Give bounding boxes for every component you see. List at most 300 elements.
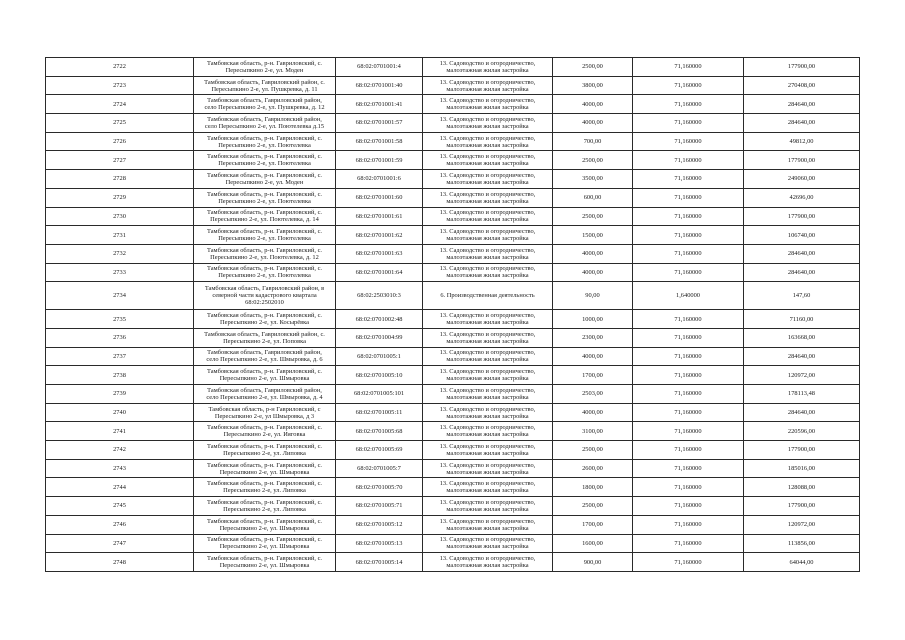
land-use-line: малоэтажная жилая застройка: [446, 216, 529, 224]
table-row: [46, 366, 860, 385]
land-use-line: 13. Садоводство и огородничество,: [439, 97, 536, 105]
land-use-line: малоэтажная жилая застройка: [446, 160, 529, 168]
address-line: Тамбовская область, р-н. Гавриловский, с.: [206, 442, 323, 450]
specific-value-cell: 71,160000: [633, 422, 744, 441]
land-use-line: 13. Садоводство и огородничество,: [439, 442, 536, 450]
area-cell: 3800,00: [553, 76, 633, 95]
land-use-cell: [423, 244, 553, 263]
specific-value-cell: 71,160000: [633, 310, 744, 329]
address-line: Тамбовская область, р-н. Гавриловский, с.: [206, 312, 323, 320]
land-use-line: малоэтажная жилая застройка: [446, 272, 529, 280]
cadastral-value-cell: 177900,00: [744, 58, 860, 77]
land-use-line: 13. Садоводство и огородничество,: [439, 555, 536, 563]
land-use-cell: [423, 282, 553, 310]
area-cell: 600,00: [553, 188, 633, 207]
specific-value-cell: 71,160000: [633, 385, 744, 404]
cadastral-number-cell: 68:02:0701001:57: [336, 114, 423, 133]
cadastral-number-cell: 68:02:0701001:64: [336, 263, 423, 282]
land-use-line: малоэтажная жилая застройка: [446, 141, 529, 149]
address-line: Тамбовская область, р-н. Гавриловский, с.: [206, 480, 323, 488]
address-line: Тамбовская область, Гавриловский район,: [207, 349, 322, 357]
specific-value-cell: 71,160000: [633, 95, 744, 114]
specific-value-cell: 1,640000: [633, 282, 744, 310]
address-line: село Пересыпкино 2-е, ул. Шмыровка, д. 6: [206, 356, 323, 364]
address-line: Пересыпкино 2-е, ул. Поютелевка: [218, 272, 311, 280]
address-line: Пересыпкино 2-е, ул. Моден: [225, 66, 304, 74]
table-row: [46, 347, 860, 366]
address-line: Тамбовская область, р-н. Гавриловский, с.: [206, 171, 323, 179]
specific-value-cell: 71,160000: [633, 553, 744, 572]
cadastral-value-cell: 42696,00: [744, 188, 860, 207]
specific-value-cell: 71,160000: [633, 403, 744, 422]
cadastral-value-cell: 120972,00: [744, 515, 860, 534]
land-use-line: 13. Садоводство и огородничество,: [439, 536, 536, 544]
land-use-cell: [423, 459, 553, 478]
land-use-line: 13. Садоводство и огородничество,: [439, 190, 536, 198]
address-line: Тамбовская область, р-н. Гавриловский, с.: [206, 134, 323, 142]
table-row: [46, 459, 860, 478]
land-use-cell: [423, 422, 553, 441]
area-cell: 2503,00: [553, 385, 633, 404]
table-row: [46, 553, 860, 572]
land-use-line: 13. Садоводство и огородничество,: [439, 480, 536, 488]
land-use-line: 13. Садоводство и огородничество,: [439, 228, 536, 236]
land-use-cell: [423, 207, 553, 226]
land-use-cell: [423, 385, 553, 404]
cadastral-number-cell: 68:02:0701001:41: [336, 95, 423, 114]
table-row: [46, 328, 860, 347]
area-cell: 2500,00: [553, 58, 633, 77]
cadastral-value-cell: 177900,00: [744, 497, 860, 516]
land-use-line: 13. Садоводство и огородничество,: [439, 330, 536, 338]
cadastral-number-cell: 68:02:0701001:60: [336, 188, 423, 207]
land-use-line: малоэтажная жилая застройка: [446, 85, 529, 93]
address-line: Тамбовская область, р-н. Гавриловский, с.: [206, 517, 323, 525]
area-cell: 2500,00: [553, 151, 633, 170]
cadastral-value-cell: 71160,00: [744, 310, 860, 329]
address-cell: [194, 534, 336, 553]
land-use-line: 13. Садоводство и огородничество,: [439, 134, 536, 142]
land-use-cell: [423, 553, 553, 572]
land-use-line: малоэтажная жилая застройка: [446, 449, 529, 457]
land-use-cell: [423, 226, 553, 245]
cadastral-value-cell: 284640,00: [744, 263, 860, 282]
cadastral-number-cell: 68:02:0701005:71: [336, 497, 423, 516]
address-cell: [194, 76, 336, 95]
row-number-cell: 2746: [46, 515, 194, 534]
address-line: село Пересыпкино 2-е, ул. Пушкревка, д. 12: [204, 104, 325, 112]
land-use-cell: [423, 132, 553, 151]
land-use-line: малоэтажная жилая застройка: [446, 431, 529, 439]
area-cell: 2500,00: [553, 441, 633, 460]
table-row: [46, 76, 860, 95]
specific-value-cell: 71,160000: [633, 226, 744, 245]
address-line: Пересыпкино 2-е, ул. Липовка: [223, 487, 306, 495]
address-cell: [194, 328, 336, 347]
specific-value-cell: 71,160000: [633, 244, 744, 263]
land-use-cell: [423, 478, 553, 497]
address-line: Тамбовская область, р-н. Гавриловский, с.: [206, 555, 323, 563]
land-use-line: 13. Садоводство и огородничество,: [439, 59, 536, 67]
row-number-cell: 2729: [46, 188, 194, 207]
land-use-line: малоэтажная жилая застройка: [446, 356, 529, 364]
address-line: Пересыпкино 2-е, ул. Поютелевка: [218, 141, 311, 149]
specific-value-cell: 71,160000: [633, 114, 744, 133]
row-number-cell: 2743: [46, 459, 194, 478]
address-line: Пересыпкино 2-е, ул. Липовка: [223, 505, 306, 513]
address-cell: [194, 58, 336, 77]
row-number-cell: 2745: [46, 497, 194, 516]
address-line: Тамбовская область, Гавриловский район, с.: [204, 78, 325, 86]
area-cell: 2600,00: [553, 459, 633, 478]
land-use-line: 13. Садоводство и огородничество,: [439, 115, 536, 123]
address-line: северной части кадастрового квартала: [212, 292, 317, 300]
land-use-line: малоэтажная жилая застройка: [446, 412, 529, 420]
land-use-line: малоэтажная жилая застройка: [446, 505, 529, 513]
specific-value-cell: 71,160000: [633, 366, 744, 385]
specific-value-cell: 71,160000: [633, 459, 744, 478]
address-line: Пересыпкино 2-е, ул. Шмыровка: [219, 543, 310, 551]
row-number-cell: 2737: [46, 347, 194, 366]
cadastral-value-cell: 49812,00: [744, 132, 860, 151]
row-number-cell: 2735: [46, 310, 194, 329]
address-cell: [194, 114, 336, 133]
specific-value-cell: 71,160000: [633, 263, 744, 282]
table-row: [46, 422, 860, 441]
address-cell: [194, 282, 336, 310]
cadastral-value-cell: 178113,48: [744, 385, 860, 404]
address-line: Пересыпкино 2-е, ул. Моден: [225, 178, 304, 186]
area-cell: 4000,00: [553, 95, 633, 114]
address-cell: [194, 515, 336, 534]
land-use-line: 13. Садоводство и огородничество,: [439, 153, 536, 161]
address-cell: [194, 497, 336, 516]
table-row: [46, 244, 860, 263]
cadastral-value-cell: 147,60: [744, 282, 860, 310]
cadastral-value-cell: 113856,00: [744, 534, 860, 553]
land-use-line: 13. Садоводство и огородничество,: [439, 265, 536, 273]
land-use-cell: [423, 497, 553, 516]
land-use-line: малоэтажная жилая застройка: [446, 337, 529, 345]
address-line: Тамбовская область, р-н. Гавриловский, с.: [206, 536, 323, 544]
table-row: [46, 114, 860, 133]
land-use-line: 13. Садоводство и огородничество,: [439, 171, 536, 179]
address-line: Тамбовская область, р-н. Гавриловский, с.: [206, 498, 323, 506]
cadastral-number-cell: 68:02:0701001:63: [336, 244, 423, 263]
land-use-cell: [423, 76, 553, 95]
area-cell: 2300,00: [553, 328, 633, 347]
row-number-cell: 2740: [46, 403, 194, 422]
cadastral-number-cell: 68:02:0701005:10: [336, 366, 423, 385]
row-number-cell: 2744: [46, 478, 194, 497]
cadastral-number-cell: 68:02:0701005:7: [336, 459, 423, 478]
cadastral-number-cell: 68:02:0701005:1: [336, 347, 423, 366]
address-cell: [194, 244, 336, 263]
area-cell: 4000,00: [553, 347, 633, 366]
table-row: [46, 207, 860, 226]
land-use-line: 13. Садоводство и огородничество,: [439, 424, 536, 432]
cadastral-value-cell: 120972,00: [744, 366, 860, 385]
row-number-cell: 2733: [46, 263, 194, 282]
cadastral-number-cell: 68:02:0701001:59: [336, 151, 423, 170]
area-cell: 2500,00: [553, 497, 633, 516]
cadastral-value-cell: 177900,00: [744, 441, 860, 460]
land-use-cell: [423, 114, 553, 133]
cadastral-number-cell: 68:02:0701001:58: [336, 132, 423, 151]
address-line: Тамбовская область, р-н. Гавриловский, с.: [206, 209, 323, 217]
area-cell: 90,00: [553, 282, 633, 310]
address-line: Пересыпкино 2-е, ул. Шмыровка: [219, 562, 310, 570]
table-body: [46, 58, 860, 572]
row-number-cell: 2739: [46, 385, 194, 404]
land-use-line: 13. Садоводство и огородничество,: [439, 461, 536, 469]
cadastral-value-cell: 128088,00: [744, 478, 860, 497]
land-use-line: малоэтажная жилая застройка: [446, 562, 529, 570]
row-number-cell: 2747: [46, 534, 194, 553]
address-line: Пересыпкино 2-е, ул. Поповка: [223, 337, 306, 345]
area-cell: 1800,00: [553, 478, 633, 497]
specific-value-cell: 71,160000: [633, 207, 744, 226]
row-number-cell: 2722: [46, 58, 194, 77]
land-use-cell: [423, 515, 553, 534]
table-row: [46, 58, 860, 77]
address-cell: [194, 151, 336, 170]
cadastral-number-cell: 68:02:0701005:70: [336, 478, 423, 497]
land-use-line: малоэтажная жилая застройка: [446, 66, 529, 74]
cadastral-value-cell: 106740,00: [744, 226, 860, 245]
cadastral-value-cell: 284640,00: [744, 244, 860, 263]
specific-value-cell: 71,160000: [633, 76, 744, 95]
address-cell: [194, 478, 336, 497]
land-use-cell: [423, 534, 553, 553]
area-cell: 1600,00: [553, 534, 633, 553]
address-line: Тамбовская область, р-н. Гавриловский, с.: [206, 461, 323, 469]
cadastral-value-cell: 220596,00: [744, 422, 860, 441]
table-row: [46, 534, 860, 553]
land-use-line: 13. Садоводство и огородничество,: [439, 209, 536, 217]
table-row: [46, 170, 860, 189]
table-row: [46, 282, 860, 310]
address-line: Пересыпкино 2-е, ул. Ияговка: [223, 431, 306, 439]
land-use-line: 13. Садоводство и огородничество,: [439, 405, 536, 413]
table-row: [46, 441, 860, 460]
cadastral-value-cell: 284640,00: [744, 114, 860, 133]
address-line: Пересыпкино 2-е, ул. Поютелевка: [218, 197, 311, 205]
address-cell: [194, 310, 336, 329]
table-row: [46, 132, 860, 151]
land-use-line: 13. Садоводство и огородничество,: [439, 368, 536, 376]
row-number-cell: 2728: [46, 170, 194, 189]
cadastral-value-cell: 185016,00: [744, 459, 860, 478]
table-row: [46, 497, 860, 516]
address-cell: [194, 385, 336, 404]
row-number-cell: 2725: [46, 114, 194, 133]
address-cell: [194, 207, 336, 226]
cadastral-value-cell: 284640,00: [744, 403, 860, 422]
land-use-line: малоэтажная жилая застройка: [446, 543, 529, 551]
table-row: [46, 385, 860, 404]
land-use-line: малоэтажная жилая застройка: [446, 122, 529, 130]
table-row: [46, 226, 860, 245]
land-use-cell: [423, 263, 553, 282]
land-use-cell: [423, 328, 553, 347]
cadastral-number-cell: 68:02:0701002:48: [336, 310, 423, 329]
address-line: Пересыпкино 2-е, ул. Косырёвка: [220, 319, 309, 327]
address-cell: [194, 263, 336, 282]
land-use-line: 13. Садоводство и огородничество,: [439, 386, 536, 394]
land-use-line: 6. Производственная деятельность: [440, 292, 535, 300]
cadastral-number-cell: 68:02:0701005:68: [336, 422, 423, 441]
address-line: Пересыпкино 2-е, ул. Поютелевка: [218, 160, 311, 168]
land-use-line: малоэтажная жилая застройка: [446, 235, 529, 243]
cadastral-number-cell: 68:02:0701001:61: [336, 207, 423, 226]
land-use-cell: [423, 347, 553, 366]
land-use-cell: [423, 403, 553, 422]
cadastral-number-cell: 68:02:0701005:101: [336, 385, 423, 404]
cadastral-value-cell: 249060,00: [744, 170, 860, 189]
address-cell: [194, 347, 336, 366]
row-number-cell: 2742: [46, 441, 194, 460]
land-use-line: малоэтажная жилая застройка: [446, 524, 529, 532]
address-cell: [194, 132, 336, 151]
area-cell: 4000,00: [553, 263, 633, 282]
land-use-line: 13. Садоводство и огородничество,: [439, 498, 536, 506]
row-number-cell: 2723: [46, 76, 194, 95]
table-row: [46, 403, 860, 422]
cadastral-value-cell: 64044,00: [744, 553, 860, 572]
land-use-line: 13. Садоводство и огородничество,: [439, 349, 536, 357]
area-cell: 1000,00: [553, 310, 633, 329]
specific-value-cell: 71,160000: [633, 328, 744, 347]
land-use-cell: [423, 170, 553, 189]
cadastral-value-table: [45, 57, 860, 572]
cadastral-number-cell: 68:02:0701004:99: [336, 328, 423, 347]
table-row: [46, 310, 860, 329]
specific-value-cell: 71,160000: [633, 534, 744, 553]
address-line: Пересыпкино 2-е, ул. Пушкревка, д. 11: [211, 85, 318, 93]
land-use-cell: [423, 188, 553, 207]
specific-value-cell: 71,160000: [633, 58, 744, 77]
specific-value-cell: 71,160000: [633, 478, 744, 497]
cadastral-value-cell: 177900,00: [744, 151, 860, 170]
land-use-line: малоэтажная жилая застройка: [446, 375, 529, 383]
address-cell: [194, 403, 336, 422]
row-number-cell: 2724: [46, 95, 194, 114]
area-cell: 1700,00: [553, 366, 633, 385]
address-line: Тамбовская область, р-н. Гавриловский, с.: [206, 59, 323, 67]
cadastral-value-cell: 177900,00: [744, 207, 860, 226]
land-use-cell: [423, 95, 553, 114]
address-line: Пересыпкино 2-е, ул. Липовка: [223, 449, 306, 457]
table-row: [46, 95, 860, 114]
land-use-line: малоэтажная жилая застройка: [446, 197, 529, 205]
row-number-cell: 2732: [46, 244, 194, 263]
address-cell: [194, 170, 336, 189]
address-line: Пересыпкино 2-е, ул. Поютелевка: [218, 235, 311, 243]
area-cell: 3500,00: [553, 170, 633, 189]
area-cell: 1500,00: [553, 226, 633, 245]
row-number-cell: 2748: [46, 553, 194, 572]
cadastral-number-cell: 68:02:0701001:40: [336, 76, 423, 95]
row-number-cell: 2726: [46, 132, 194, 151]
area-cell: 700,00: [553, 132, 633, 151]
row-number-cell: 2731: [46, 226, 194, 245]
address-line: Тамбовская область, р-н. Гавриловский, с.: [206, 246, 323, 254]
address-cell: [194, 95, 336, 114]
address-cell: [194, 226, 336, 245]
address-line: Тамбовская область, р-н Гавриловский, с: [208, 405, 321, 413]
address-line: Тамбовская область, р-н. Гавриловский, с.: [206, 228, 323, 236]
table-row: [46, 515, 860, 534]
cadastral-value-cell: 284640,00: [744, 95, 860, 114]
address-line: Тамбовская область, Гавриловский район, с.: [204, 330, 325, 338]
address-line: Пересыпкино 2-е, ул. Поютелевка, д. 14: [210, 216, 319, 224]
cadastral-value-cell: 284640,00: [744, 347, 860, 366]
address-line: село Пересыпкино 2-е, ул. Поютелевка д.15: [204, 122, 325, 130]
table-row: [46, 188, 860, 207]
area-cell: 3100,00: [553, 422, 633, 441]
cadastral-number-cell: 68:02:0701005:69: [336, 441, 423, 460]
specific-value-cell: 71,160000: [633, 132, 744, 151]
land-use-cell: [423, 310, 553, 329]
address-line: Тамбовская область, р-н. Гавриловский, с.: [206, 265, 323, 273]
row-number-cell: 2738: [46, 366, 194, 385]
land-use-line: малоэтажная жилая застройка: [446, 319, 529, 327]
area-cell: 2500,00: [553, 207, 633, 226]
specific-value-cell: 71,160000: [633, 151, 744, 170]
land-use-cell: [423, 366, 553, 385]
address-line: Пересыпкино 2-е, ул. Шмыровка: [219, 468, 310, 476]
specific-value-cell: 71,160000: [633, 515, 744, 534]
row-number-cell: 2736: [46, 328, 194, 347]
address-line: Тамбовская область, Гавриловский район,: [207, 115, 322, 123]
address-cell: [194, 188, 336, 207]
land-use-cell: [423, 151, 553, 170]
cadastral-number-cell: 68:02:0701005:14: [336, 553, 423, 572]
address-line: Пересыпкино 2-е, ул. Шмыровка: [219, 524, 310, 532]
address-line: Пересыпкино 2-е, ул. Поютелевка, д. 12: [210, 253, 319, 261]
address-line: Тамбовская область, Гавриловский район, в: [204, 285, 325, 293]
cadastral-number-cell: 68:02:0701005:12: [336, 515, 423, 534]
specific-value-cell: 71,160000: [633, 347, 744, 366]
address-line: Тамбовская область, р-н. Гавриловский, с.: [206, 153, 323, 161]
table-row: [46, 263, 860, 282]
address-line: Тамбовская область, р-н. Гавриловский, с.: [206, 368, 323, 376]
area-cell: 4000,00: [553, 114, 633, 133]
address-line: Тамбовская область, р-н. Гавриловский, с.: [206, 190, 323, 198]
row-number-cell: 2734: [46, 282, 194, 310]
land-use-line: 13. Садоводство и огородничество,: [439, 517, 536, 525]
address-line: Тамбовская область, р-н. Гавриловский, с.: [206, 424, 323, 432]
land-use-line: малоэтажная жилая застройка: [446, 104, 529, 112]
land-use-line: малоэтажная жилая застройка: [446, 253, 529, 261]
address-cell: [194, 441, 336, 460]
table-row: [46, 151, 860, 170]
cadastral-number-cell: 68:02:0701005:11: [336, 403, 423, 422]
cadastral-value-cell: 270408,00: [744, 76, 860, 95]
land-use-line: 13. Садоводство и огородничество,: [439, 246, 536, 254]
land-use-line: малоэтажная жилая застройка: [446, 487, 529, 495]
cadastral-number-cell: 68:02:0701001:4: [336, 58, 423, 77]
address-line: Тамбовская область, Гавриловский район,: [207, 386, 322, 394]
address-line: Пересыпкино 2-е, ул. Шмыровка: [219, 375, 310, 383]
area-cell: 1700,00: [553, 515, 633, 534]
address-cell: [194, 459, 336, 478]
land-use-cell: [423, 441, 553, 460]
land-use-line: малоэтажная жилая застройка: [446, 468, 529, 476]
land-use-cell: [423, 58, 553, 77]
address-line: село Пересыпкино 2-е, ул. Шмыровка, д. 4: [206, 393, 323, 401]
